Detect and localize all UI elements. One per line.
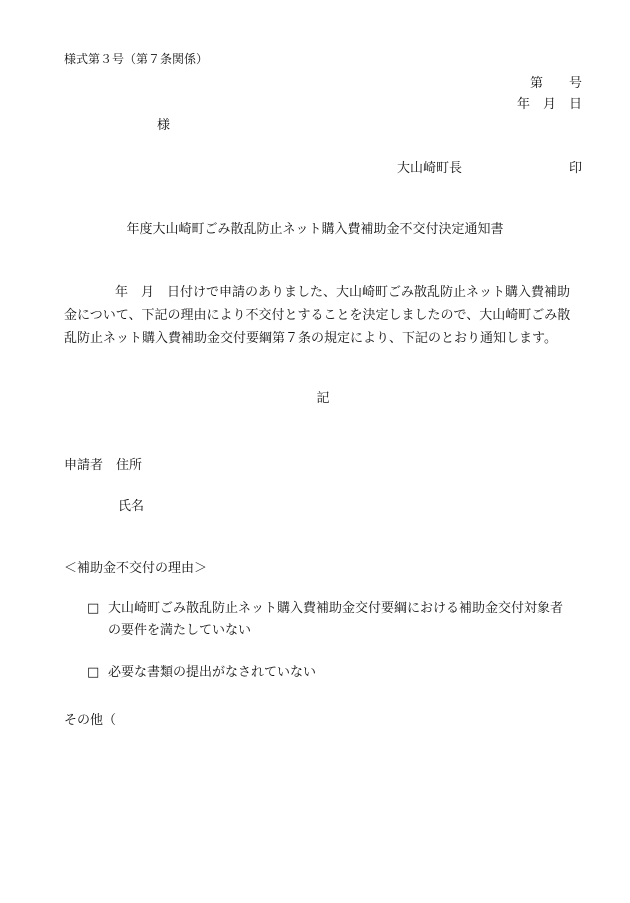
seal-mark: 印 [568,161,582,176]
body-paragraph [64,281,586,350]
form-number: 様式第３号（第７条関係） [64,52,209,66]
document-number: 第 号 [529,76,582,91]
reason-line: の要件を満たしていない [108,623,252,638]
reason-text [87,598,587,642]
recipient-honorific: 様 [157,118,171,133]
other-label: その他（ [64,713,117,728]
applicant-name-label: 氏名 [118,499,145,514]
checkbox-icon[interactable]: □ [87,665,100,680]
reason-item [87,662,587,684]
body-line: 年 月 日付けで申請のありました、大山崎町ごみ散乱防止ネット購入費補助 [115,285,571,300]
sender-name: 大山崎町長 [397,161,463,176]
document-title: 年度大山崎町ごみ散乱防止ネット購入費補助金不交付決定通知書 [126,222,504,237]
document-date: 年 月 日 [516,97,582,112]
applicant-address-label: 申請者 住所 [64,458,143,473]
reason-line: 大山崎町ごみ散乱防止ネット購入費補助金交付要綱における補助金交付対象者 [108,601,564,616]
reason-text [87,662,587,684]
body-line: 金について、下記の理由により不交付とすることを決定しましたので、大山崎町ごみ散 [64,308,571,323]
ki-heading: 記 [316,391,330,406]
body-line: 乱防止ネット購入費補助金交付要綱第７条の規定により、下記のとおり通知します。 [64,331,557,346]
reason-line: 必要な書類の提出がなされていない [108,665,317,680]
reason-item [87,598,587,642]
reasons-heading: ＜補助金不交付の理由＞ [64,561,208,576]
checkbox-icon[interactable]: □ [87,601,100,616]
sender-block [397,157,582,176]
